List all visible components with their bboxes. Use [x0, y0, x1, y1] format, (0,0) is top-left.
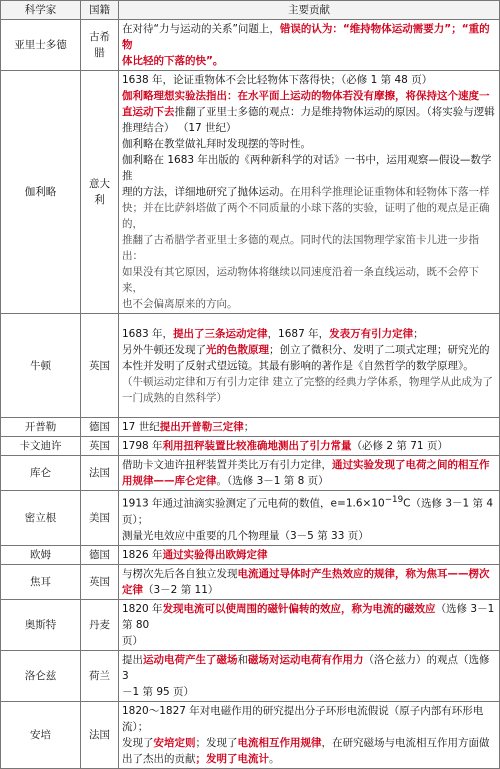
table-row: [1, 650, 500, 701]
contribution-text: 和: [237, 653, 248, 666]
header-contribution: 主要贡献: [119, 1, 500, 20]
contribution-line: [122, 547, 496, 563]
contribution-text: 在对待“力与运动的关系”问题上，: [122, 23, 280, 35]
contribution-line: [122, 136, 496, 152]
contribution-text: 理的方法，详细地研究了抛体运动。: [122, 186, 290, 198]
contribution-cell: [119, 437, 500, 456]
contribution-text: 测量光电效应中重要的几个物理量（3－5 第 33 页）: [122, 529, 369, 542]
country-cell: 意大利: [81, 71, 119, 314]
contribution-text: 快；并在比萨斜塔做了两个不同质量的小球下落的实验，证明了他的观点是正确的，: [122, 202, 490, 230]
country-cell: 德国: [81, 545, 119, 564]
highlighted-text: 定律: [122, 583, 143, 596]
scientist-cell: 洛仑兹: [1, 650, 81, 701]
contribution-text: 1683 年，: [122, 327, 174, 340]
table-row: [1, 418, 500, 437]
contribution-text: 出了杰出的贡献: [122, 752, 196, 765]
contribution-cell: [119, 456, 500, 491]
highlighted-text: 用规律——库仑定律: [122, 475, 217, 487]
contribution-text: （必修 2 第 71 页）: [351, 440, 448, 452]
contribution-text: 17 世纪: [122, 421, 160, 433]
scientist-cell: 伽利略: [1, 71, 81, 314]
contribution-line: [122, 735, 496, 751]
contribution-cell: [119, 491, 500, 546]
contribution-line: [122, 751, 496, 767]
scientist-cell: 开普勒: [1, 418, 81, 437]
highlighted-text: 电流相互作用规律: [237, 736, 322, 749]
contribution-text: 。: [269, 752, 280, 765]
table-row: [1, 437, 500, 456]
contribution-line: [122, 72, 496, 88]
highlighted-text: 电流通过导体时产生热效应的规律，称为焦耳——楞次: [237, 567, 490, 580]
contribution-line: [122, 342, 496, 358]
contribution-line: [122, 120, 496, 136]
table-row: [1, 564, 500, 599]
country-cell: 古希腊: [81, 20, 119, 71]
contribution-line: [122, 438, 496, 454]
contribution-text: 本性并发明了反射式望远镜。其最有影响的著作是《自然哲学的数学原理》。: [122, 359, 474, 372]
contribution-line: [122, 152, 496, 184]
highlighted-text: 错误的认为：“维持物体运动需要力”；“重的物: [122, 23, 490, 51]
contribution-text: 借助卡文迪许扭秤装置并类比万有引力定律，: [122, 459, 332, 471]
contribution-text: 1820～1827 年对电磁作用的研究提出分子环形电流假说（原子内部有环形电流）；: [122, 704, 484, 733]
table-row: [1, 545, 500, 564]
highlighted-text: ；发明了电流计: [195, 752, 269, 765]
header-country: 国籍: [81, 1, 119, 20]
contribution-text: 推理结合） （17 世纪）: [122, 122, 237, 134]
scientist-cell: 焦耳: [1, 564, 81, 599]
contribution-text: ，1687 年，: [267, 327, 330, 340]
contribution-text: 发现了: [122, 736, 154, 749]
contribution-line: [122, 473, 496, 489]
contribution-text: 如果没有其它原因，运动物体将继续以同速度沿着一条直线运动，既不会停下来，: [122, 266, 479, 294]
highlighted-text: 发现电流可以使周围的磁针偏转的效应，称为电流的磁效应: [162, 602, 436, 615]
highlighted-text: 提出开普勒三定律: [159, 421, 244, 433]
contribution-line: [122, 684, 496, 700]
contribution-cell: [119, 650, 500, 701]
contribution-text: 推翻了古希腊学者亚里士多德的观点。同时代的法国物理学家笛卡儿进一步指出：: [122, 234, 479, 262]
contribution-line: [122, 184, 496, 200]
contribution-cell: [119, 545, 500, 564]
contribution-line: [122, 264, 496, 296]
contribution-text: ；创立了微积分、发明了二项式定理；研究光的: [269, 343, 490, 356]
contribution-line: [122, 601, 496, 633]
scientist-cell: 欧姆: [1, 545, 81, 564]
highlighted-text: 伽利略理想实验法指出：在水平面上运动的物体若没有摩擦，将保持这个速度一: [122, 90, 490, 102]
scientist-cell: 卡文迪许: [1, 437, 81, 456]
table-row: [1, 599, 500, 650]
country-cell: 英国: [81, 437, 119, 456]
contribution-text: （牛顿运动定律和万有引力定律 建立了完整的经典力学体系，物理学从此成为了: [122, 375, 493, 388]
highlighted-text: 通过实验得出欧姆定律: [162, 548, 268, 561]
contribution-text: 推翻了亚里士多德的观点：力是维持物体运动的原因。（将实验与逻辑: [174, 106, 495, 118]
contribution-line: [122, 457, 496, 473]
header-row: [1, 1, 500, 20]
table-body: [1, 20, 500, 769]
contribution-line: [122, 492, 496, 528]
scientist-cell: 亚里士多德: [1, 20, 81, 71]
contribution-text: 提出: [122, 653, 143, 666]
contribution-cell: [119, 564, 500, 599]
contribution-text: ；: [243, 421, 255, 433]
highlighted-text: 发表万有引力定律: [329, 327, 414, 340]
contribution-text: 1798 年: [122, 440, 163, 452]
contribution-line: [122, 582, 496, 598]
contribution-text: 1638 年，论证重物体不会比轻物体下落得快；（必修 1 第 48 页）: [122, 74, 433, 86]
table-row: [1, 701, 500, 768]
contribution-text: 也不会偏离原来的方向。: [122, 298, 238, 310]
contribution-text: （3－2 第 11）: [143, 583, 219, 596]
contribution-line: [122, 326, 496, 342]
highlighted-text: 利用扭秤装置比较准确地测出了引力常量: [162, 440, 352, 452]
contribution-text: ，在研究磁场与电流相互作用方面做: [321, 736, 490, 749]
contribution-line: [122, 374, 496, 390]
contribution-line: [122, 21, 496, 53]
contribution-text: 伽利略在教堂做礼拜时发现摆的等时性。: [122, 138, 311, 150]
contribution-text: 一门成熟的自然科学）: [122, 391, 227, 404]
table-row: [1, 456, 500, 491]
highlighted-text: 光的色散原理: [206, 343, 269, 356]
contribution-text: 页）: [122, 634, 143, 647]
contribution-line: [122, 88, 496, 104]
table-row: [1, 491, 500, 546]
scientist-cell: 密立根: [1, 491, 81, 546]
contribution-cell: [119, 20, 500, 71]
contribution-line: [122, 652, 496, 684]
contribution-cell: [119, 599, 500, 650]
country-cell: 英国: [81, 564, 119, 599]
country-cell: 德国: [81, 418, 119, 437]
contribution-line: [122, 703, 496, 735]
contribution-cell: [119, 701, 500, 768]
country-cell: 丹麦: [81, 599, 119, 650]
contribution-text: 。（选修 3－1 第 8 页）: [216, 475, 329, 487]
contribution-line: [122, 390, 496, 406]
contribution-line: [122, 633, 496, 649]
scientist-cell: 库仑: [1, 456, 81, 491]
table-row: [1, 71, 500, 314]
contribution-text: 在用科学推理论证重物体和轻物体下落一样: [290, 186, 490, 198]
highlighted-text: 直运动下去: [122, 106, 175, 118]
highlighted-text: 通过实验发现了电荷之间的相互作: [332, 459, 490, 471]
highlighted-text: 运动电荷产生了磁场: [143, 653, 238, 666]
contribution-cell: [119, 314, 500, 418]
contribution-line: [122, 419, 496, 435]
contribution-line: [122, 296, 496, 312]
header-scientist: 科学家: [1, 1, 81, 20]
highlighted-text: 磁场对运动电荷有作用力: [248, 653, 364, 666]
contribution-cell: [119, 71, 500, 314]
scientist-cell: 安培: [1, 701, 81, 768]
contribution-text: ；: [413, 327, 424, 340]
contribution-text: C（选修 3－1 第 4 页）；: [122, 497, 494, 526]
country-cell: 法国: [81, 456, 119, 491]
contribution-line: [122, 566, 496, 582]
contribution-text: 与楞次先后各自独立发现: [122, 567, 238, 580]
table-row: [1, 314, 500, 418]
contribution-text: ；发现了: [195, 736, 238, 749]
contribution-text: 1913 年通过油滴实验测定了元电荷的数值，e=1.6×10: [122, 497, 385, 510]
contribution-line: [122, 232, 496, 264]
country-cell: 荷兰: [81, 650, 119, 701]
contribution-text: －1 第 95 页）: [122, 685, 195, 698]
highlighted-text: 提出了三条运动定律: [173, 327, 268, 340]
contribution-text: （选修 3－1 第 80: [122, 602, 495, 631]
country-cell: 英国: [81, 314, 119, 418]
contribution-line: [122, 358, 496, 374]
contribution-line: [122, 528, 496, 544]
table-row: [1, 20, 500, 71]
scientist-cell: 奥斯特: [1, 599, 81, 650]
contribution-cell: [119, 418, 500, 437]
contribution-text: （洛仑兹力）的观点（选修 3: [122, 653, 490, 682]
highlighted-text: 体比轻的下落的快”。: [122, 55, 224, 67]
country-cell: 法国: [81, 701, 119, 768]
contribution-text: 伽利略在 1683 年出版的《两种新科学的对话》一书中，运用观察—假设—数学推: [122, 154, 492, 182]
contribution-line: [122, 53, 496, 69]
country-cell: 美国: [81, 491, 119, 546]
contribution-line: [122, 104, 496, 120]
scientist-cell: 牛顿: [1, 314, 81, 418]
contribution-text: 1820 年: [122, 602, 163, 615]
highlighted-text: 安培定则: [153, 736, 196, 749]
contribution-line: [122, 200, 496, 232]
contribution-text: 1826 年: [122, 548, 163, 561]
contribution-text: −19: [384, 495, 404, 505]
contribution-text: 另外牛顿还发现了: [122, 343, 206, 356]
